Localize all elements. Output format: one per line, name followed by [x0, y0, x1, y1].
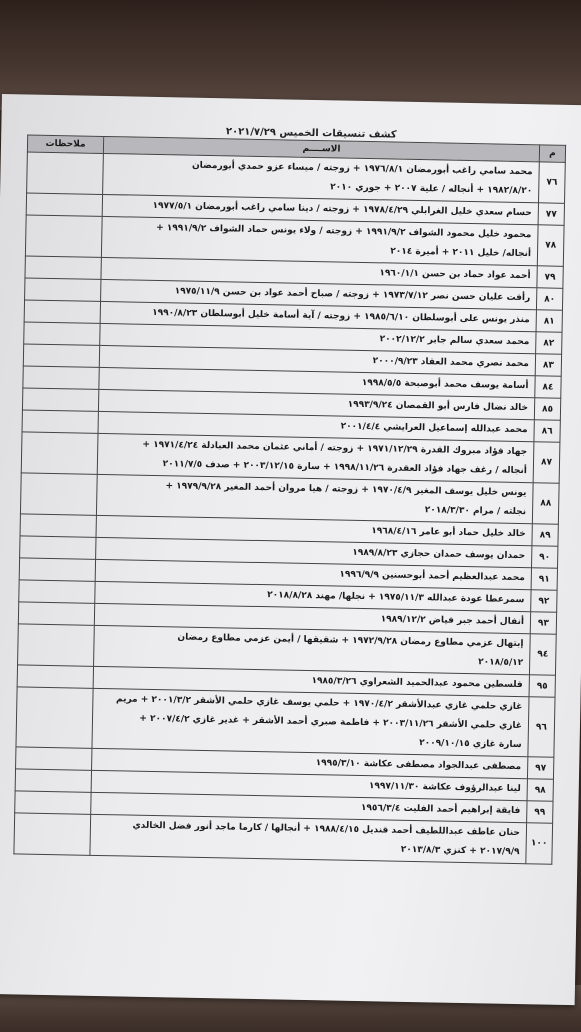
row-number: ٨٤	[535, 376, 561, 398]
table-row	[16, 687, 555, 757]
row-notes	[15, 791, 91, 814]
row-number: ٨٦	[534, 420, 560, 442]
name-line: جهاد فؤاد مبروك القدرة ١٩٧١/١٢/٢٩ + زوجته / أماني عثمان محمد العبادلة ١٩٧١/٤/٢٤ +	[142, 439, 528, 458]
row-notes	[25, 256, 101, 279]
name-line: محمد نصري محمد العقاد ٢٠٠٠/٩/٢٣	[372, 356, 530, 370]
row-number: ٩٦	[528, 697, 555, 757]
row-number: ٨١	[536, 310, 562, 332]
name-line: حسام سعدي خليل الغرابلي ١٩٧٨/٤/٢٩ + زوجته / دينا سامي راغب أبورمضان ١٩٧٧/٥/١	[152, 200, 532, 219]
row-notes	[27, 152, 104, 194]
name-line: سارة غازي ٢٠٠٩/١٠/١٥	[419, 738, 522, 751]
roster-table	[13, 134, 566, 864]
name-line: منذر يونس على أبوسلطان ١٩٨٥/٦/١٠ + زوجته / آية أسامة خليل أبوسلطان ١٩٩٠/٨/٢٣	[152, 307, 530, 326]
row-number: ٨٣	[535, 354, 561, 376]
row-names	[92, 688, 529, 756]
row-number: ٩٤	[529, 634, 556, 675]
name-line: ٢٠١٨/٥/١٢	[478, 657, 524, 669]
row-notes	[17, 665, 93, 688]
name-line: محمد سامي راغب أبورمضان ١٩٧٦/٨/١ + زوجته / ميساء عزو حمدي أبورمضان	[191, 160, 533, 178]
name-line: خالد خليل حماد أبو عامر ١٩٦٨/٤/١٦	[371, 526, 526, 540]
name-line: أنجاله/ خليل ٢٠١١ + أميرة ٢٠١٤	[390, 246, 532, 260]
name-line: ١٩٨٢/٨/٢٠ + أنجاله / علية ٢٠٠٧ + جوري ٢٠١٠	[330, 182, 533, 197]
name-line: أنجاله / رغف جهاد فؤاد العقدرة ١٩٩٨/١١/٢٦ + سارة ٢٠٠٣/١٢/١٥ + صدف ٢٠١١/٧/٥	[162, 459, 527, 477]
name-line: رأفت عليان حسن نصر ١٩٧٣/٧/١٢ + زوجته / صباح أحمد عواد بن حسن ١٩٧٥/١١/٩	[174, 286, 531, 304]
table-body	[14, 152, 565, 864]
name-line: حمدان يوسف حمدان حجازي ١٩٨٩/٨/٢٣	[352, 547, 526, 562]
header-name: الاســــم	[103, 136, 539, 161]
row-number: ٩٣	[530, 612, 556, 634]
row-notes	[18, 602, 94, 625]
row-notes	[16, 747, 92, 770]
name-line: سمرعطا عودة عبدالله ١٩٧٥/١١/٣ + نجلها/ مهند ٢٠١٨/٨/٢٨	[267, 590, 525, 606]
row-number: ٩٧	[527, 757, 553, 779]
row-number: ٩٥	[529, 675, 555, 697]
row-notes	[19, 580, 95, 603]
row-notes	[21, 432, 98, 474]
name-line: خالد نضال فارس أبو القمصان ١٩٩٣/٩/٢٤	[347, 399, 529, 414]
name-line: أسامة يوسف محمد أبوصبحة ١٩٩٨/٥/٥	[361, 377, 529, 392]
background-top	[0, 0, 581, 110]
row-notes	[14, 813, 91, 855]
row-number: ٨٠	[536, 288, 562, 310]
row-number: ٨٨	[532, 483, 559, 524]
name-line: حنان عاطف عبداللطيف أحمد قنديل ١٩٨٨/٤/١٥ + أنجالها / كارما ماجد أنور فضل الخالدي	[132, 820, 521, 839]
row-number: ٨٩	[532, 524, 558, 546]
name-line: فايقة إبراهيم أحمد الفليت ١٩٥٦/٣/٤	[360, 803, 521, 817]
name-line: يونس خليل يوسف المغير ١٩٧٠/٤/٩ + زوجته / هيا مروان أحمد المغير ١٩٧٩/٩/٢٨ +	[165, 481, 527, 499]
document-sheet	[0, 94, 581, 1005]
row-notes	[26, 193, 102, 216]
name-line: إبتهال عزمي مطاوع رمضان ١٩٧٢/٩/٢٨ + شقيقها / أيمن عزمي مطاوع رمضان	[177, 632, 524, 650]
name-line: فلسطين محمود عبدالحميد الشعراوي ١٩٨٥/٣/٢٦	[311, 676, 523, 691]
name-line: نجلته / مرام ٢٠١٨/٣/٣٠	[424, 505, 527, 518]
name-line: مصطفى عبدالجواد مصطفى عكاشة ١٩٩٥/٣/١٠	[315, 758, 522, 773]
row-number: ٩٢	[531, 590, 557, 612]
row-notes	[20, 473, 97, 515]
row-notes	[24, 300, 100, 323]
name-line: أحمد عواد حماد بن حسن ١٩٦٠/١/١	[379, 268, 531, 282]
row-notes	[23, 366, 99, 389]
row-notes	[22, 388, 98, 411]
row-notes	[19, 558, 95, 581]
row-number: ٩٩	[527, 801, 553, 823]
row-notes	[15, 769, 91, 792]
row-number: ٧٩	[537, 266, 563, 288]
row-notes	[20, 514, 96, 537]
row-notes	[23, 344, 99, 367]
name-line: محمود خليل محمود الشواف ١٩٩١/٩/٢ + زوجته / ولاء يونس حماد الشواف ١٩٩١/٩/٢ +	[156, 222, 532, 241]
row-notes	[25, 215, 102, 257]
row-notes	[16, 687, 93, 748]
document-title: كشف تنسيقات الخميس ٢٠٢١/٧/٢٩	[225, 126, 397, 141]
name-line: لينا عبدالرؤوف عكاشة ١٩٩٧/١١/٣٠	[368, 781, 521, 795]
row-names	[90, 814, 527, 863]
row-notes	[20, 536, 96, 559]
row-number: ٩٨	[527, 779, 553, 801]
row-number: ٨٥	[534, 398, 560, 420]
name-line: محمد سعدي سالم جابر ٢٠٠٢/١٢/٢	[379, 334, 530, 348]
name-line: محمد عبدالعظيم أحمد أبوحسنين ١٩٩٦/٩/٩	[339, 569, 525, 584]
row-notes	[18, 624, 95, 666]
row-notes	[24, 322, 100, 345]
header-number: م	[539, 145, 565, 162]
name-line: أنفال أحمد جبر فياض ١٩٨٩/١٢/٢	[380, 614, 525, 628]
row-notes	[25, 278, 101, 301]
row-number: ١٠٠	[526, 823, 553, 864]
name-line: ٢٠١٧/٩/٩ + كنزي ٢٠١٣/٨/٣	[400, 844, 520, 858]
row-number: ٧٦	[539, 162, 566, 203]
row-number: ٨٧	[533, 442, 560, 483]
name-line: غازي حلمي الأشقر ٢٠٠٣/١١/٢٦ + فاطمة صبري أحمد الأشقر + غدير غازي ٢٠٠٧/٤/٢ +	[139, 713, 523, 732]
header-notes: ملاحظات	[27, 135, 103, 153]
row-number: ٧٨	[537, 225, 564, 266]
row-number: ٨٢	[536, 332, 562, 354]
row-number: ٩٠	[532, 546, 558, 568]
row-number: ٩١	[531, 568, 557, 590]
row-number: ٧٧	[538, 203, 564, 225]
row-notes	[22, 410, 98, 433]
name-line: غازي حلمي غازي عبدالأشقر ١٩٧٠/٤/٢ + حلمي يوسف غازي حلمي الأشقر ٢٠٠١/٣/٢ + مريم	[115, 694, 523, 713]
name-line: محمد عبدالله إسماعيل العرايشي ٢٠٠١/٤/٤	[340, 421, 528, 436]
